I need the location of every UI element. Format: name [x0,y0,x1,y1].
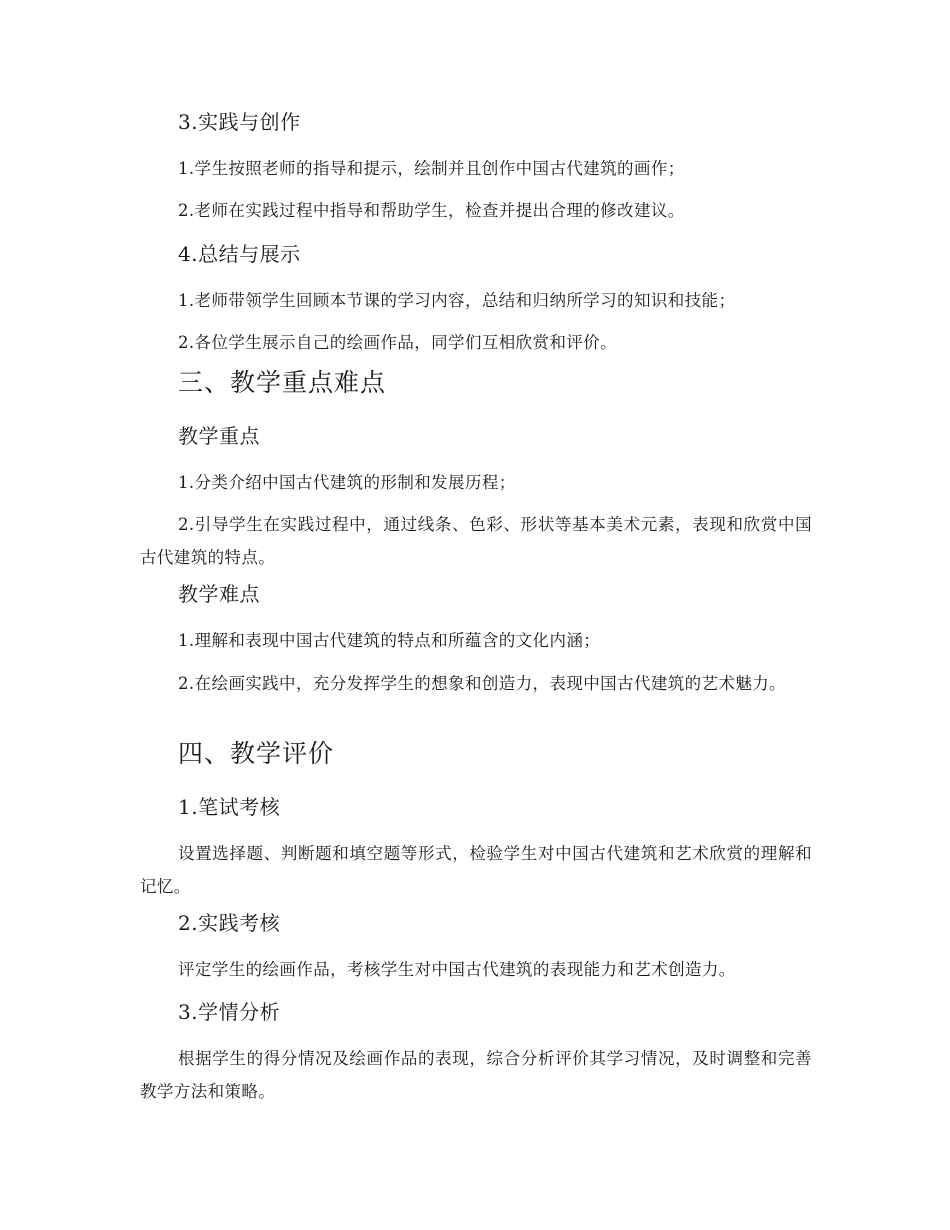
paragraph: 1.学生按照老师的指导和提示，绘制并且创作中国古代建筑的画作； [178,159,685,178]
subheading-written-exam: 1.笔试考核 [178,795,281,819]
paragraph: 设置选择题、判断题和填空题等形式，检验学生对中国古代建筑和艺术欣赏的理解和记忆。 [140,844,812,896]
paragraph: 2.老师在实践过程中指导和帮助学生，检查并提出合理的修改建议。 [178,201,685,220]
subheading-practice-assessment: 2.实践考核 [178,911,281,935]
subheading-teaching-focus: 教学重点 [178,424,260,448]
paragraph: 根据学生的得分情况及绘画作品的表现，综合分析评价其学习情况，及时调整和完善教学方法和策略。 [140,1049,812,1101]
subheading-summary-display: 4.总结与展示 [178,242,301,266]
paragraph: 2.各位学生展示自己的绘画作品，同学们互相欣赏和评价。 [178,333,618,352]
subheading-learning-analysis: 3.学情分析 [178,1000,281,1024]
paragraph: 2.引导学生在实践过程中，通过线条、色彩、形状等基本美术元素，表现和欣赏中国古代建筑的特点。 [140,515,812,567]
paragraph: 评定学生的绘画作品，考核学生对中国古代建筑的表现能力和艺术创造力。 [178,960,736,979]
section-heading-teaching-evaluation: 四、教学评价 [178,739,335,768]
paragraph: 1.分类介绍中国古代建筑的形制和发展历程； [178,473,516,492]
paragraph: 1.老师带领学生回顾本节课的学习内容，总结和归纳所学习的知识和技能； [178,291,736,310]
paragraph: 2.在绘画实践中，充分发挥学生的想象和创造力，表现中国古代建筑的艺术魅力。 [178,674,787,693]
subheading-practice-creation: 3.实践与创作 [178,110,301,134]
subheading-teaching-difficulty: 教学难点 [178,582,260,606]
section-heading-key-difficult-points: 三、教学重点难点 [178,368,387,397]
paragraph: 1.理解和表现中国古代建筑的特点和所蕴含的文化内涵； [178,631,601,650]
